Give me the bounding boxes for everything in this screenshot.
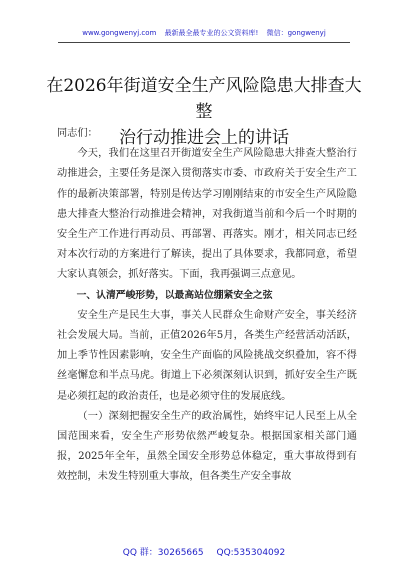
- header-url-link[interactable]: www.gongwenyj.com: [82, 29, 157, 37]
- paragraph-intro: 今天，我们在这里召开街道安全生产风险隐患大排查大整治行动推进会，主要任务是深入贯彻落实市委、市政府关于安全生产工作的最新决策部署，特别是传达学习刚刚结束的市安全生产风险隐患大排查大整治行动推进会精神，对我街道当前和今后一个时期的安全生产工作进行再动员、再部署、再落实。刚才，相关同志已经对本次行动的方案进行了解读，提出了具体要求，我都同意，希望大家认真领会，抓好落实。下面，我再强调三点意见。: [57, 148, 357, 281]
- header-divider: [58, 42, 350, 43]
- footer-qq-group: QQ 群：30265665: [122, 548, 204, 558]
- page-footer: [0, 545, 408, 558]
- title-line-1: 在2026年街道安全生产风险隐患大排查大整: [46, 76, 362, 122]
- title-line-2: 治行动推进会上的讲话: [119, 128, 289, 148]
- header-slogan: 最新最全最专业的公文资料库!: [164, 29, 259, 37]
- paragraph-situation: 安全生产是民生大事，事关人民群众生命财产安全，事关经济社会发展大局。当前，正值2026年5月，各类生产经营活动活跃，加上季节性因素影响，安全生产面临的风险挑战交织叠加，容不得丝毫懈怠和半点马虎。街道上下必须深刻认识到，抓好安全生产既是必须扛起的政治责任，也是必须守住的发展底线。: [57, 309, 357, 402]
- section-heading-1: 一、认清严峻形势，以最高站位绷紧安全之弦: [76, 289, 273, 301]
- document-body: [57, 124, 357, 488]
- page-header: [0, 28, 408, 38]
- paragraph-political: （一）深刻把握安全生产的政治属性，始终牢记人民至上从全国范围来看，安全生产形势依然严峻复杂。根据国家相关部门通报，2025年全年，虽然全国安全形势总体稳定，重大事故得到有效控制，未发生特别重大事故，但各类生产安全事故: [57, 410, 357, 483]
- footer-qq: QQ:535304092: [216, 548, 286, 558]
- salutation: 同志们：: [57, 128, 98, 139]
- header-wechat: 微信：gongwenyj: [266, 29, 326, 37]
